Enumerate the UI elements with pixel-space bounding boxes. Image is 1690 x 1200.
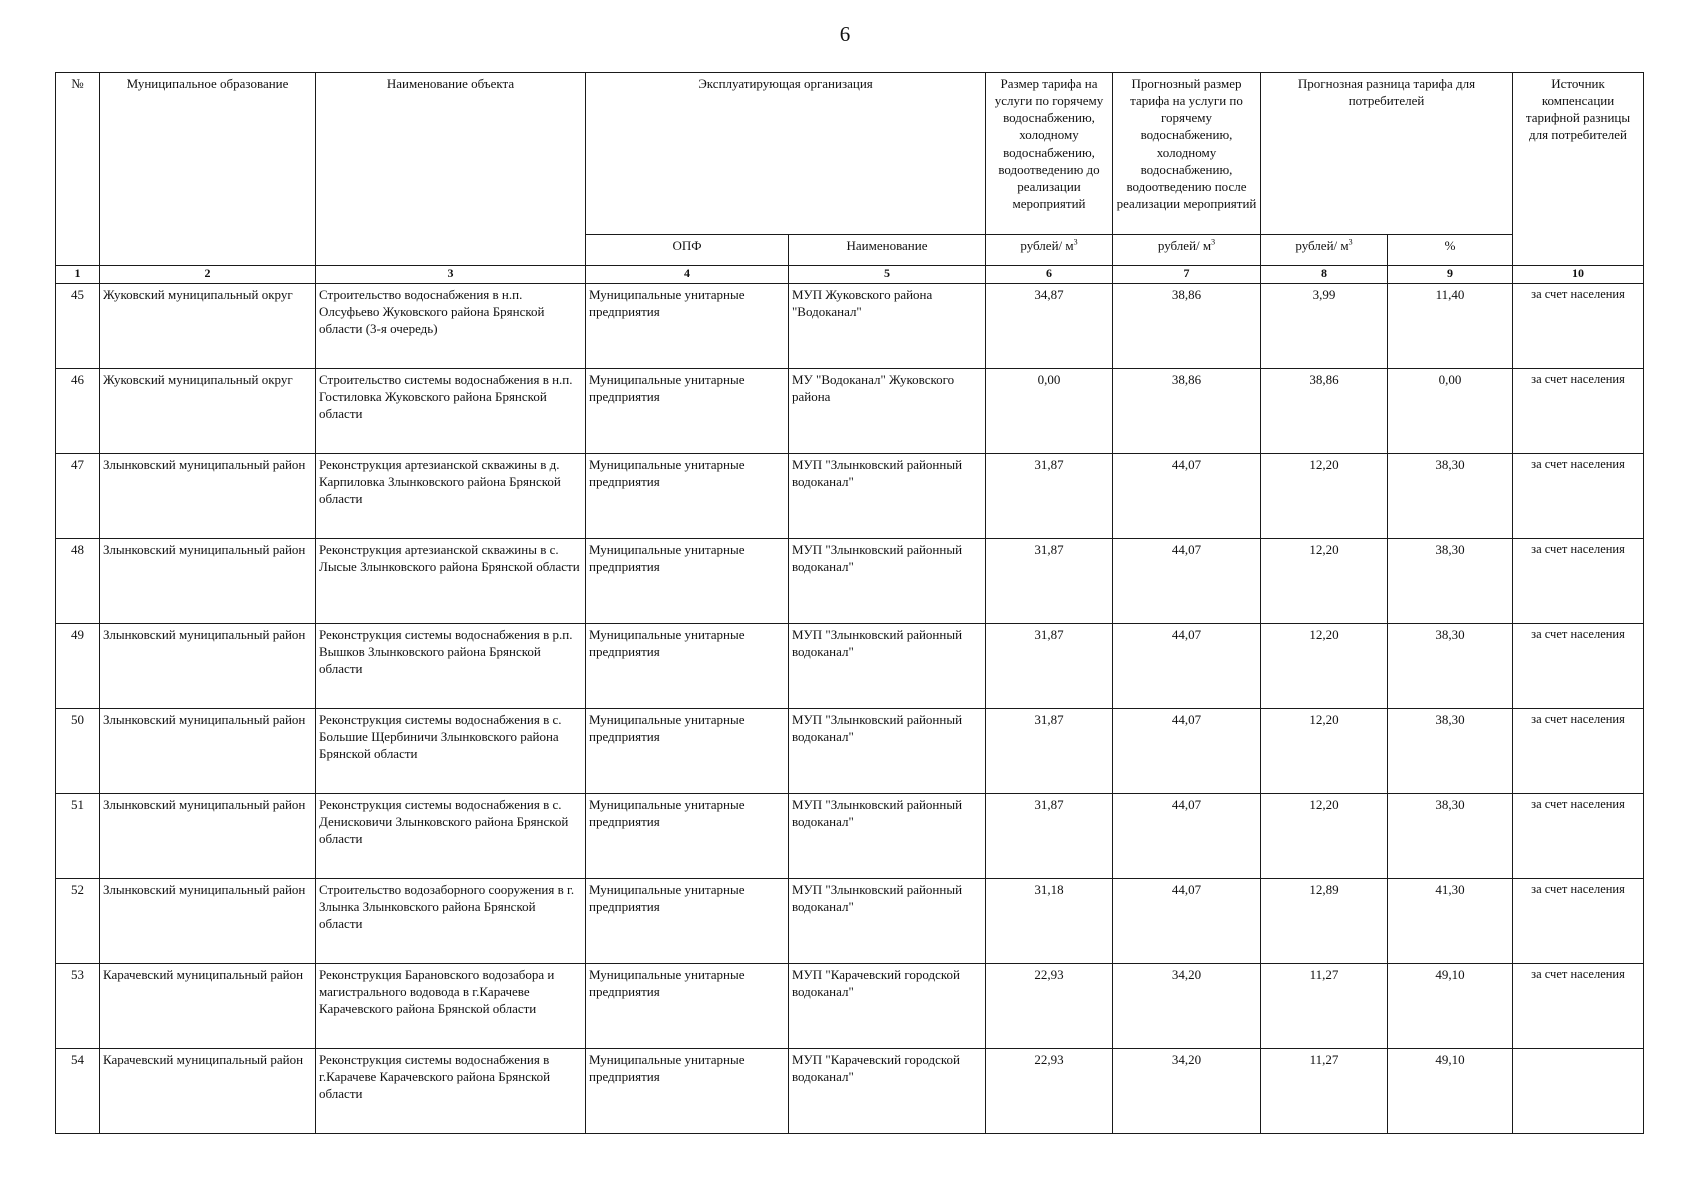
opf-cell: Муниципальные унитарные предприятия [586,709,789,794]
difference-pct-cell: 38,30 [1388,624,1513,709]
difference-rub-cell: 12,20 [1261,624,1388,709]
column-number: 3 [316,266,586,284]
compensation-source-cell: за счет населения [1513,964,1644,1049]
column-number-row [56,266,1644,284]
compensation-source-cell: за счет населения [1513,284,1644,369]
row-number: 52 [56,879,100,964]
table-header [56,73,1644,284]
difference-pct-cell: 38,30 [1388,794,1513,879]
tariff-after-cell: 34,20 [1113,964,1261,1049]
table-row [56,879,1644,964]
opf-cell: Муниципальные унитарные предприятия [586,964,789,1049]
compensation-source-cell: за счет населения [1513,539,1644,624]
column-number: 4 [586,266,789,284]
table-body [56,284,1644,1134]
row-number: 47 [56,454,100,539]
object-name-cell: Реконструкция системы водоснабжения в г.Карачеве Карачевского района Брянской области [316,1049,586,1134]
difference-pct-cell: 38,30 [1388,454,1513,539]
column-number: 6 [986,266,1113,284]
tariff-before-cell: 0,00 [986,369,1113,454]
opf-cell: Муниципальные унитарные предприятия [586,284,789,369]
object-name-cell: Строительство водозаборного сооружения в г. Злынка Злынковского района Брянской области [316,879,586,964]
compensation-source-cell: за счет населения [1513,794,1644,879]
table-row [56,624,1644,709]
table-row [56,964,1644,1049]
operator-name-cell: МУП "Злынковский районный водоканал" [789,624,986,709]
difference-pct-cell: 38,30 [1388,539,1513,624]
table-row [56,284,1644,369]
operator-name-cell: МУП "Карачевский городской водоканал" [789,964,986,1049]
operator-name-cell: МУП "Злынковский районный водоканал" [789,539,986,624]
municipality-cell: Злынковский муниципальный район [100,794,316,879]
operator-name-cell: МУП "Злынковский районный водоканал" [789,794,986,879]
tariff-before-cell: 31,87 [986,709,1113,794]
opf-cell: Муниципальные унитарные предприятия [586,794,789,879]
column-number: 5 [789,266,986,284]
header-unit-diff: рублей/ $м^3$ [1261,235,1388,266]
difference-pct-cell: 0,00 [1388,369,1513,454]
column-number: 1 [56,266,100,284]
tariff-after-cell: 34,20 [1113,1049,1261,1134]
operator-name-cell: МУП "Карачевский городской водоканал" [789,1049,986,1134]
object-name-cell: Реконструкция артезианской скважины в с. Лысые Злынковского района Брянской области [316,539,586,624]
compensation-source-cell [1513,1049,1644,1134]
table-row [56,794,1644,879]
row-number: 50 [56,709,100,794]
tariff-before-cell: 22,93 [986,1049,1113,1134]
header-tariff-after: Прогнозный размер тарифа на услуги по горячему водоснабжению, холодному водоснабжению, водоотведению после реализации мероприятий [1113,73,1261,235]
tariff-before-cell: 31,87 [986,539,1113,624]
header-operator: Эксплуатирующая организация [586,73,986,235]
column-number: 8 [1261,266,1388,284]
municipality-cell: Злынковский муниципальный район [100,454,316,539]
object-name-cell: Реконструкция системы водоснабжения в р.п. Вышков Злынковского района Брянской области [316,624,586,709]
tariff-before-cell: 22,93 [986,964,1113,1049]
opf-cell: Муниципальные унитарные предприятия [586,369,789,454]
municipality-cell: Злынковский муниципальный район [100,539,316,624]
difference-pct-cell: 41,30 [1388,879,1513,964]
header-difference: Прогнозная разница тарифа для потребителей [1261,73,1513,235]
municipality-cell: Карачевский муниципальный район [100,1049,316,1134]
header-municipality: Муниципальное образование [100,73,316,266]
difference-rub-cell: 3,99 [1261,284,1388,369]
difference-rub-cell: 11,27 [1261,1049,1388,1134]
opf-cell: Муниципальные унитарные предприятия [586,879,789,964]
operator-name-cell: МУ "Водоканал" Жуковского района [789,369,986,454]
page-number: 6 [839,22,851,46]
table-row [56,539,1644,624]
object-name-cell: Реконструкция системы водоснабжения в с. Денисковичи Злынковского района Брянской области [316,794,586,879]
header-unit-pct: % [1388,235,1513,266]
compensation-source-cell: за счет населения [1513,454,1644,539]
municipality-cell: Жуковский муниципальный округ [100,284,316,369]
compensation-source-cell: за счет населения [1513,624,1644,709]
tariff-after-cell: 44,07 [1113,709,1261,794]
object-name-cell: Реконструкция системы водоснабжения в с. Большие Щербиничи Злынковского района Брянской области [316,709,586,794]
municipality-cell: Злынковский муниципальный район [100,624,316,709]
difference-rub-cell: 12,20 [1261,539,1388,624]
tariff-after-cell: 44,07 [1113,794,1261,879]
opf-cell: Муниципальные унитарные предприятия [586,1049,789,1134]
tariff-table [55,72,1644,1134]
tariff-before-cell: 34,87 [986,284,1113,369]
operator-name-cell: МУП "Злынковский районный водоканал" [789,454,986,539]
object-name-cell: Реконструкция Барановского водозабора и магистрального водовода в г.Карачеве Карачевского района Брянской области [316,964,586,1049]
tariff-before-cell: 31,87 [986,454,1113,539]
header-operator-name: Наименование [789,235,986,266]
header-tariff-before: Размер тарифа на услуги по горячему водоснабжению, холодному водоснабжению, водоотведению до реализации мероприятий [986,73,1113,235]
operator-name-cell: МУП "Злынковский районный водоканал" [789,709,986,794]
compensation-source-cell: за счет населения [1513,709,1644,794]
tariff-after-cell: 38,86 [1113,369,1261,454]
tariff-after-cell: 44,07 [1113,454,1261,539]
header-object: Наименование объекта [316,73,586,266]
table-row [56,369,1644,454]
operator-name-cell: МУП "Злынковский районный водоканал" [789,879,986,964]
difference-rub-cell: 12,89 [1261,879,1388,964]
municipality-cell: Злынковский муниципальный район [100,879,316,964]
opf-cell: Муниципальные унитарные предприятия [586,624,789,709]
tariff-after-cell: 44,07 [1113,624,1261,709]
header-unit-before: рублей/ $м^3$ [986,235,1113,266]
difference-pct-cell: 11,40 [1388,284,1513,369]
table-row [56,709,1644,794]
object-name-cell: Реконструкция артезианской скважины в д. Карпиловка Злынковского района Брянской области [316,454,586,539]
column-number: 9 [1388,266,1513,284]
object-name-cell: Строительство системы водоснабжения в н.п. Гостиловка Жуковского района Брянской области [316,369,586,454]
header-unit-after: рублей/ $м^3$ [1113,235,1261,266]
header-no: № [56,73,100,266]
column-number: 2 [100,266,316,284]
object-name-cell: Строительство водоснабжения в н.п. Олсуфьево Жуковского района Брянской области (3-я очередь) [316,284,586,369]
difference-pct-cell: 38,30 [1388,709,1513,794]
difference-rub-cell: 12,20 [1261,794,1388,879]
opf-cell: Муниципальные унитарные предприятия [586,454,789,539]
municipality-cell: Жуковский муниципальный округ [100,369,316,454]
tariff-after-cell: 44,07 [1113,539,1261,624]
row-number: 45 [56,284,100,369]
column-number: 10 [1513,266,1644,284]
difference-rub-cell: 11,27 [1261,964,1388,1049]
tariff-after-cell: 44,07 [1113,879,1261,964]
operator-name-cell: МУП Жуковского района "Водоканал" [789,284,986,369]
table-row [56,1049,1644,1134]
row-number: 53 [56,964,100,1049]
tariff-after-cell: 38,86 [1113,284,1261,369]
opf-cell: Муниципальные унитарные предприятия [586,539,789,624]
column-number: 7 [1113,266,1261,284]
tariff-before-cell: 31,87 [986,794,1113,879]
row-number: 48 [56,539,100,624]
header-opf: ОПФ [586,235,789,266]
difference-rub-cell: 12,20 [1261,709,1388,794]
row-number: 49 [56,624,100,709]
row-number: 51 [56,794,100,879]
municipality-cell: Злынковский муниципальный район [100,709,316,794]
tariff-before-cell: 31,18 [986,879,1113,964]
difference-pct-cell: 49,10 [1388,964,1513,1049]
compensation-source-cell: за счет населения [1513,369,1644,454]
difference-rub-cell: 12,20 [1261,454,1388,539]
compensation-source-cell: за счет населения [1513,879,1644,964]
tariff-before-cell: 31,87 [986,624,1113,709]
header-source: Источник компенсации тарифной разницы для потребителей [1513,73,1644,266]
row-number: 46 [56,369,100,454]
row-number: 54 [56,1049,100,1134]
table-row [56,454,1644,539]
difference-rub-cell: 38,86 [1261,369,1388,454]
difference-pct-cell: 49,10 [1388,1049,1513,1134]
municipality-cell: Карачевский муниципальный район [100,964,316,1049]
